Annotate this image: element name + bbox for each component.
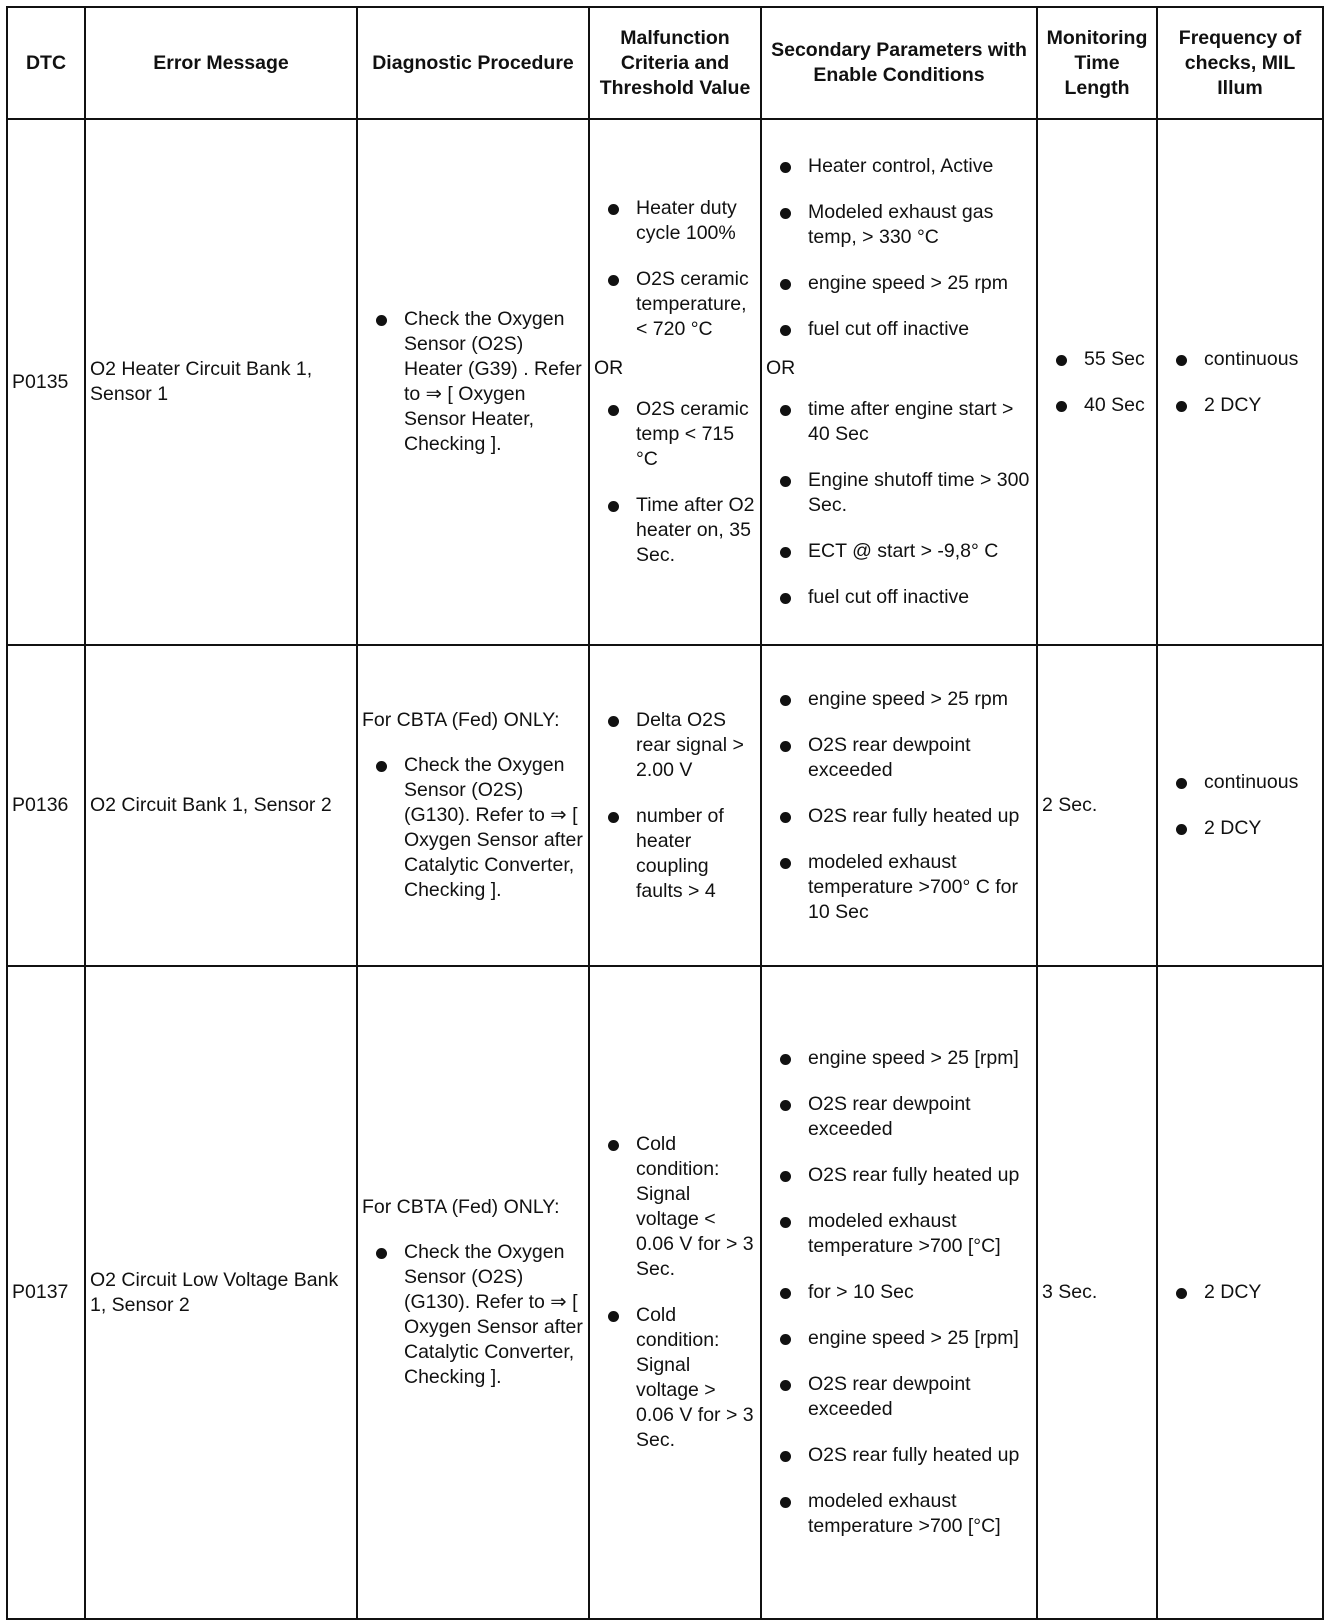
list-item: engine speed > 25 rpm (766, 687, 1032, 712)
header-dtc: DTC (7, 7, 85, 119)
list-item: continuous (1162, 770, 1318, 795)
list-item: O2S rear dewpoint exceeded (766, 1092, 1032, 1142)
list-item: ECT @ start > -9,8° C (766, 539, 1032, 564)
header-monitoring-time: Monitoring Time Length (1037, 7, 1157, 119)
list-item: time after engine start > 40 Sec (766, 397, 1032, 447)
list-item: engine speed > 25 rpm (766, 271, 1032, 296)
list-item: Check the Oxygen Sensor (O2S) (G130). Refer to ⇒ [ Oxygen Sensor after Catalytic Converter, Checking ]. (362, 1240, 584, 1390)
diagnostic-procedure (357, 645, 589, 966)
frequency (1157, 645, 1323, 966)
list-item: Time after O2 heater on, 35 Sec. (594, 493, 756, 568)
or-separator: OR (594, 357, 624, 379)
list-item: continuous (1162, 347, 1318, 372)
header-malfunction-criteria: Malfunction Criteria and Threshold Value (589, 7, 761, 119)
dtc-code: P0135 (7, 119, 85, 645)
list-item: O2S ceramic temperature, < 720 °C (594, 267, 756, 342)
secondary-parameters (761, 645, 1037, 966)
malfunction-criteria (589, 966, 761, 1619)
malfunction-criteria (589, 645, 761, 966)
monitoring-time (1037, 119, 1157, 645)
list-item: 2 DCY (1162, 1280, 1318, 1305)
list-item: Cold condition: Signal voltage > 0.06 V for > 3 Sec. (594, 1303, 756, 1453)
list-item: Check the Oxygen Sensor (O2S) (G130). Refer to ⇒ [ Oxygen Sensor after Catalytic Converter, Checking ]. (362, 753, 584, 903)
list-item: 2 DCY (1162, 816, 1318, 841)
secondary-parameters (761, 966, 1037, 1619)
frequency (1157, 966, 1323, 1619)
secondary-parameters (761, 119, 1037, 645)
list-item: Heater control, Active (766, 154, 1032, 179)
malfunction-criteria (589, 119, 761, 645)
or-separator: OR (766, 357, 796, 379)
list-item: 2 DCY (1162, 393, 1318, 418)
list-item: 40 Sec (1042, 393, 1152, 418)
dtc-code: P0136 (7, 645, 85, 966)
list-item: Modeled exhaust gas temp, > 330 °C (766, 200, 1032, 250)
table-row (7, 966, 1323, 1619)
list-item: engine speed > 25 [rpm] (766, 1046, 1032, 1071)
list-item: Heater duty cycle 100% (594, 196, 756, 246)
header-diagnostic-procedure: Diagnostic Procedure (357, 7, 589, 119)
list-item: modeled exhaust temperature >700 [°C] (766, 1209, 1032, 1259)
list-item: O2S rear dewpoint exceeded (766, 733, 1032, 783)
header-secondary-parameters: Secondary Parameters with Enable Conditions (761, 7, 1037, 119)
list-item: O2S rear fully heated up (766, 804, 1032, 829)
list-item: engine speed > 25 [rpm] (766, 1326, 1032, 1351)
list-item: Cold condition: Signal voltage < 0.06 V for > 3 Sec. (594, 1132, 756, 1282)
list-item: for > 10 Sec (766, 1280, 1032, 1305)
list-item: modeled exhaust temperature >700 [°C] (766, 1489, 1032, 1539)
list-item: O2S rear fully heated up (766, 1163, 1032, 1188)
list-item: number of heater coupling faults > 4 (594, 804, 756, 904)
list-item: O2S rear fully heated up (766, 1443, 1032, 1468)
list-item: Delta O2S rear signal > 2.00 V (594, 708, 756, 783)
monitoring-time: 2 Sec. (1037, 645, 1157, 966)
list-item: O2S rear dewpoint exceeded (766, 1372, 1032, 1422)
table-row (7, 645, 1323, 966)
diagnostic-intro: For CBTA (Fed) ONLY: (362, 1196, 560, 1218)
error-message: O2 Circuit Low Voltage Bank 1, Sensor 2 (85, 966, 357, 1619)
error-message: O2 Heater Circuit Bank 1, Sensor 1 (85, 119, 357, 645)
diagnostic-intro: For CBTA (Fed) ONLY: (362, 709, 560, 731)
list-item: fuel cut off inactive (766, 317, 1032, 342)
table-row (7, 119, 1323, 645)
dtc-table (6, 6, 1324, 1620)
list-item: modeled exhaust temperature >700° C for 10 Sec (766, 850, 1032, 925)
header-frequency: Frequency of checks, MIL Illum (1157, 7, 1323, 119)
error-message: O2 Circuit Bank 1, Sensor 2 (85, 645, 357, 966)
list-item: fuel cut off inactive (766, 585, 1032, 610)
diagnostic-procedure (357, 966, 589, 1619)
header-error-message: Error Message (85, 7, 357, 119)
frequency (1157, 119, 1323, 645)
list-item: Check the Oxygen Sensor (O2S) Heater (G39) . Refer to ⇒ [ Oxygen Sensor Heater, Checking ]. (362, 307, 584, 457)
header-row (7, 7, 1323, 119)
list-item: O2S ceramic temp < 715 °C (594, 397, 756, 472)
list-item: 55 Sec (1042, 347, 1152, 372)
diagnostic-procedure (357, 119, 589, 645)
dtc-code: P0137 (7, 966, 85, 1619)
list-item: Engine shutoff time > 300 Sec. (766, 468, 1032, 518)
monitoring-time: 3 Sec. (1037, 966, 1157, 1619)
